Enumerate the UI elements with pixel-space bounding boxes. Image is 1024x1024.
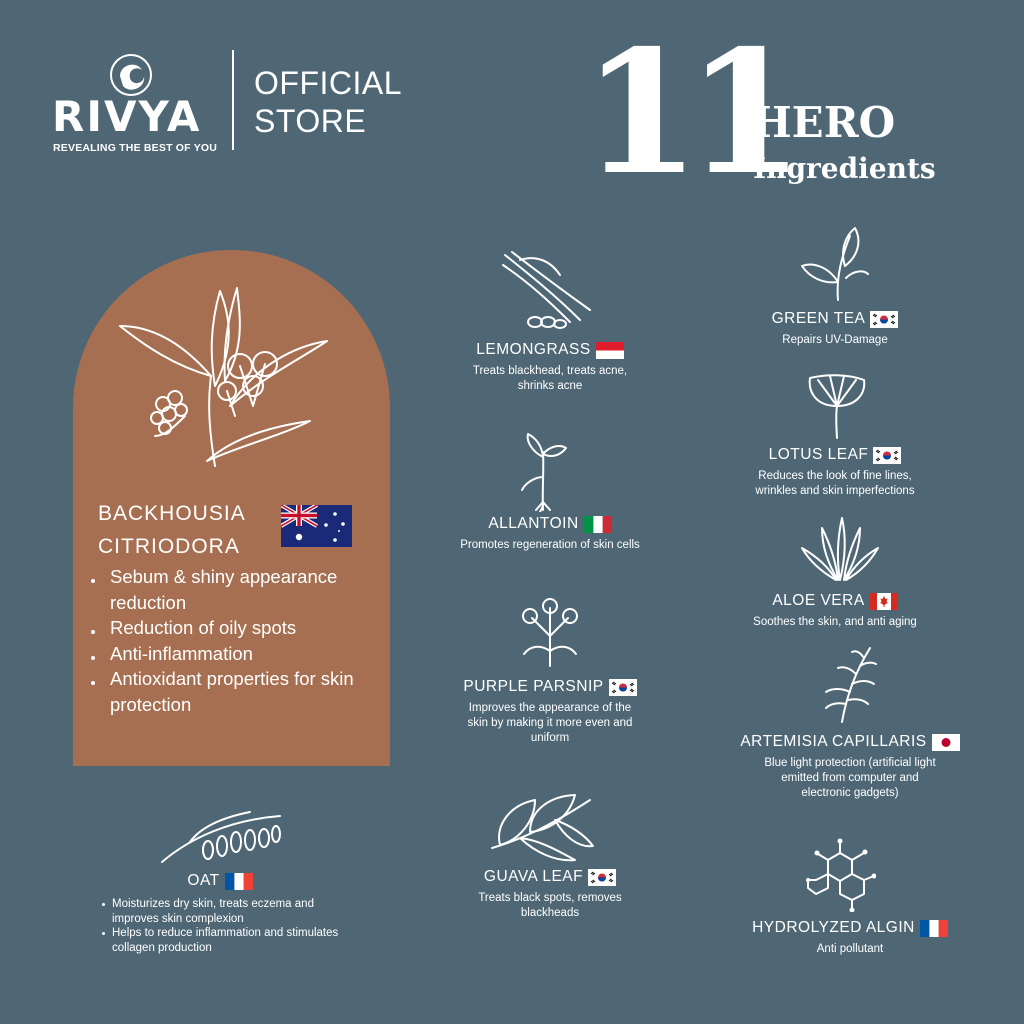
- ingredient-guava-leaf: [450, 866, 650, 921]
- hero-subheading: Ingredients: [753, 152, 936, 185]
- feature-title: [98, 497, 246, 563]
- feature-title-line-1: BACKHOUSIA: [98, 502, 246, 525]
- ingredient-description: Treats blackhead, treats acne, shrinks acne: [472, 365, 628, 392]
- ingredient-name: ALLANTOIN: [488, 515, 579, 532]
- backhousia-plant-icon: [115, 286, 330, 471]
- list-item: Anti-inflammation: [88, 641, 378, 667]
- purple-parsnip-icon: [518, 596, 582, 668]
- ingredient-green-tea: [735, 308, 935, 348]
- lemongrass-icon: [500, 250, 596, 330]
- ingredient-name: LOTUS LEAF: [768, 446, 869, 463]
- ingredient-count: 11: [582, 13, 791, 213]
- oat-icon: [160, 808, 286, 866]
- feature-title-line-2: CITRIODORA: [98, 535, 240, 558]
- ingredient-name: GUAVA LEAF: [483, 868, 584, 885]
- france-flag-icon: [920, 920, 948, 937]
- ingredient-description: Anti pollutant: [816, 943, 884, 955]
- ingredient-name: LEMONGRASS: [476, 341, 591, 358]
- ingredient-name: HYDROLYZED ALGIN: [752, 919, 915, 936]
- ingredient-description: Blue light protection (artificial light emitted from computer and electronic gadgets): [764, 757, 936, 799]
- artemisia-icon: [822, 644, 878, 724]
- ingredient-lemongrass: [440, 339, 660, 394]
- australia-flag-icon: [281, 505, 352, 547]
- store-line-2: STORE: [254, 103, 367, 139]
- korea-flag-icon: [873, 447, 901, 464]
- ingredient-name: ALOE VERA: [772, 592, 865, 609]
- molecule-structure-icon: [806, 836, 876, 912]
- ingredient-name: ARTEMISIA CAPILLARIS: [740, 733, 927, 750]
- oat-benefits-list: [100, 897, 340, 955]
- ingredient-description: Treats black spots, removes blackheads: [478, 892, 622, 919]
- indonesia-flag-icon: [596, 342, 624, 359]
- ingredient-hydrolyzed-algin: [730, 917, 970, 957]
- brand-tagline: REVEALING THE BEST OF YOU: [53, 142, 218, 154]
- ingredient-purple-parsnip: [440, 676, 660, 746]
- canada-flag-icon: [870, 593, 898, 610]
- ingredient-artemisia-capillaris: [720, 731, 980, 801]
- korea-flag-icon: [870, 311, 898, 328]
- allantoin-sprout-icon: [518, 432, 568, 512]
- ingredient-name: PURPLE PARSNIP: [463, 678, 604, 695]
- aloe-vera-icon: [800, 516, 880, 582]
- italy-flag-icon: [584, 516, 612, 533]
- korea-flag-icon: [609, 679, 637, 696]
- lotus-leaf-icon: [806, 372, 868, 440]
- ingredient-oat: [100, 870, 340, 955]
- korea-flag-icon: [588, 869, 616, 886]
- japan-flag-icon: [932, 734, 960, 751]
- ingredient-lotus-leaf: [725, 444, 945, 499]
- ingredient-description: Repairs UV-Damage: [782, 334, 888, 346]
- ingredient-name: GREEN TEA: [771, 310, 866, 327]
- guava-leaf-icon: [490, 790, 595, 862]
- feature-benefits-list: [88, 564, 378, 717]
- list-item: Helps to reduce inflammation and stimulates collagen production: [100, 926, 340, 955]
- hero-heading: HERO: [752, 98, 896, 147]
- list-item: Sebum & shiny appearance reduction: [88, 564, 378, 615]
- green-tea-leaf-icon: [800, 226, 870, 302]
- ingredient-description: Improves the appearance of the skin by making it more even and uniform: [467, 702, 633, 744]
- ingredient-description: Soothes the skin, and anti aging: [753, 616, 917, 628]
- official-store-label: [254, 64, 402, 140]
- ingredient-description: Reduces the look of fine lines, wrinkles and skin imperfections: [755, 470, 915, 497]
- ingredient-aloe-vera: [725, 590, 945, 630]
- list-item: Reduction of oily spots: [88, 615, 378, 641]
- brand-name: RIVYA: [52, 92, 202, 141]
- ingredient-name: OAT: [187, 872, 220, 889]
- france-flag-icon: [225, 873, 253, 890]
- ingredient-description: Promotes regeneration of skin cells: [460, 539, 640, 551]
- list-item: Antioxidant properties for skin protection: [88, 666, 378, 717]
- list-item: Moisturizes dry skin, treats eczema and improves skin complexion: [100, 897, 340, 926]
- ingredient-allantoin: [430, 513, 670, 553]
- header-divider: [232, 50, 234, 150]
- store-line-1: OFFICIAL: [254, 65, 403, 101]
